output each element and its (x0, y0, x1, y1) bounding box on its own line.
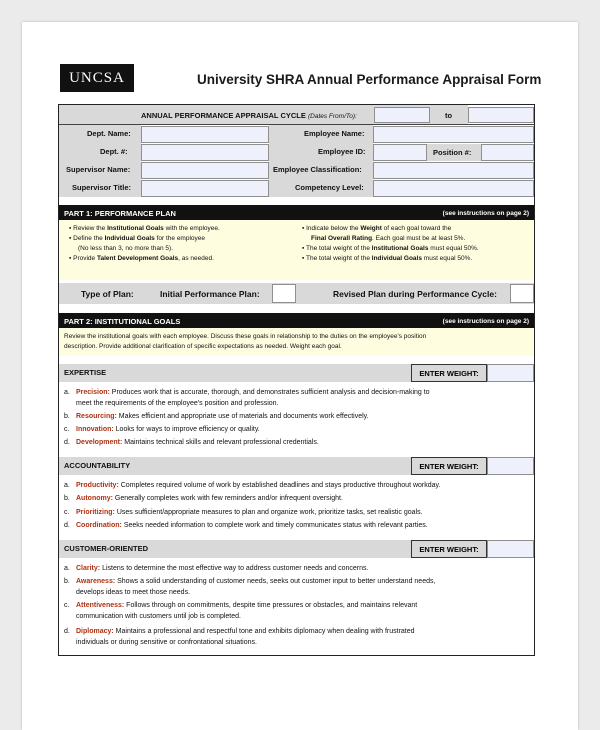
supervisor-name-field[interactable] (141, 162, 269, 179)
accountability-item-prioritizing: c. Prioritizing: Uses sufficient/appropriate measures to plan and organize work, prioritize tasks, set realistic goals. (64, 509, 423, 516)
customer-item-clarity: a. Clarity: Listens to determine the most effective way to address customer needs and concerns. (64, 565, 369, 572)
uncsa-logo: UNCSA (60, 64, 134, 92)
dept-num-field[interactable] (141, 144, 269, 161)
supervisor-title-label: Supervisor Title: (72, 183, 132, 192)
customer-item-attentiveness: c. Attentiveness: Follows through on commitments, despite time pressures or obstacles, and maintains relevant communication with customers until job is completed. (64, 602, 418, 620)
accountability-item-coordination: d. Coordination: Seeks needed information to complete work and timely communicates status with relevant parties. (64, 522, 428, 529)
initial-plan-label: Initial Performance Plan: (160, 289, 260, 299)
cycle-to-field[interactable] (468, 107, 534, 123)
employee-name-field[interactable] (373, 126, 534, 143)
supervisor-name-label: Supervisor Name: (66, 165, 131, 174)
expertise-item-precision: a. Precision: Produces work that is accurate, thorough, and demonstrates sufficient analysis and decision-making to meet the requirements of the employee's position and profession. (64, 389, 430, 407)
cycle-label: ANNUAL PERFORMANCE APPRAISAL CYCLE (Dates From/To): (141, 111, 357, 120)
section-expertise: EXPERTISE (59, 364, 411, 382)
section-customer-oriented: CUSTOMER-ORIENTED (59, 540, 411, 558)
customer-weight-field[interactable] (487, 540, 534, 558)
competency-level-field[interactable] (373, 180, 534, 197)
initial-plan-checkbox[interactable] (272, 284, 296, 303)
customer-item-diplomacy: d. Diplomacy: Maintains a professional and respectful tone and exhibits diplomacy when dealing with frustrated individuals or during sensitive or confrontational situations. (64, 628, 415, 646)
position-num-field[interactable] (481, 144, 534, 161)
part2-header (59, 313, 534, 328)
accountability-weight-field[interactable] (487, 457, 534, 475)
type-of-plan-label: Type of Plan: (81, 289, 134, 299)
part2-see-instructions: (see instructions on page 2) (442, 318, 529, 325)
competency-level-label: Competency Level: (295, 183, 364, 192)
position-num-label: Position #: (433, 148, 472, 157)
expertise-item-development: d. Development: Maintains technical skills and relevant professional credentials. (64, 439, 319, 446)
expertise-weight-field[interactable] (487, 364, 534, 382)
employee-classification-field[interactable] (373, 162, 534, 179)
part1-title: PART 1: PERFORMANCE PLAN (64, 209, 176, 218)
employee-id-field[interactable] (373, 144, 427, 161)
form-title: University SHRA Annual Performance Appraisal Form (197, 72, 542, 87)
part2-title: PART 2: INSTITUTIONAL GOALS (64, 317, 181, 326)
accountability-item-autonomy: b. Autonomy: Generally completes work with few reminders and/or infrequent oversight. (64, 495, 343, 502)
revised-plan-checkbox[interactable] (510, 284, 534, 303)
section-accountability: ACCOUNTABILITY (59, 457, 411, 475)
part1-left-notes: ▪ Review the Institutional Goals with the employee. ▪ Define the Individual Goals for the employee (No less than 3, no more than 5). ▪ Provide Talent Development Goals, as needed. (69, 225, 220, 262)
accountability-item-productivity: a. Productivity: Completes required volume of work by established deadlines and stays productive throughout workday. (64, 482, 441, 489)
employee-id-label: Employee ID: (318, 147, 366, 156)
dept-name-label: Dept. Name: (87, 129, 131, 138)
employee-name-label: Employee Name: (304, 129, 365, 138)
cycle-to-label: to (445, 111, 453, 120)
customer-enter-weight-label: ENTER WEIGHT: (411, 540, 487, 558)
accountability-enter-weight-label: ENTER WEIGHT: (411, 457, 487, 475)
cycle-from-field[interactable] (374, 107, 430, 123)
expertise-enter-weight-label: ENTER WEIGHT: (411, 364, 487, 382)
part1-see-instructions: (see instructions on page 2) (442, 210, 529, 217)
part2-instructions-text: Review the institutional goals with each employee. Discuss these goals in relationship to the duties on the employee's position description. Provide additional clarification of specific expectations as needed. Weight each goal. (64, 333, 427, 350)
dept-name-field[interactable] (141, 126, 269, 143)
employee-classification-label: Employee Classification: (273, 165, 362, 174)
revised-plan-label: Revised Plan during Performance Cycle: (333, 289, 497, 299)
part1-header (59, 205, 534, 220)
expertise-item-innovation: c. Innovation: Looks for ways to improve efficiency or quality. (64, 426, 260, 433)
expertise-item-resourcing: b. Resourcing: Makes efficient and appropriate use of materials and documents work effectively. (64, 413, 369, 420)
customer-item-awareness: b. Awareness: Shows a solid understanding of customer needs, seeks out customer input to better understand needs, develops ideas to meet those needs. (64, 578, 436, 596)
supervisor-title-field[interactable] (141, 180, 269, 197)
part1-right-notes: ▪ Indicate below the Weight of each goal toward the Final Overall Rating. Each goal must be at least 5%. ▪ The total weight of the Institutional Goals must equal 50%. ▪ The total weight of the Individual Goals must equal 50%. (302, 225, 479, 262)
dept-num-label: Dept. #: (100, 147, 128, 156)
